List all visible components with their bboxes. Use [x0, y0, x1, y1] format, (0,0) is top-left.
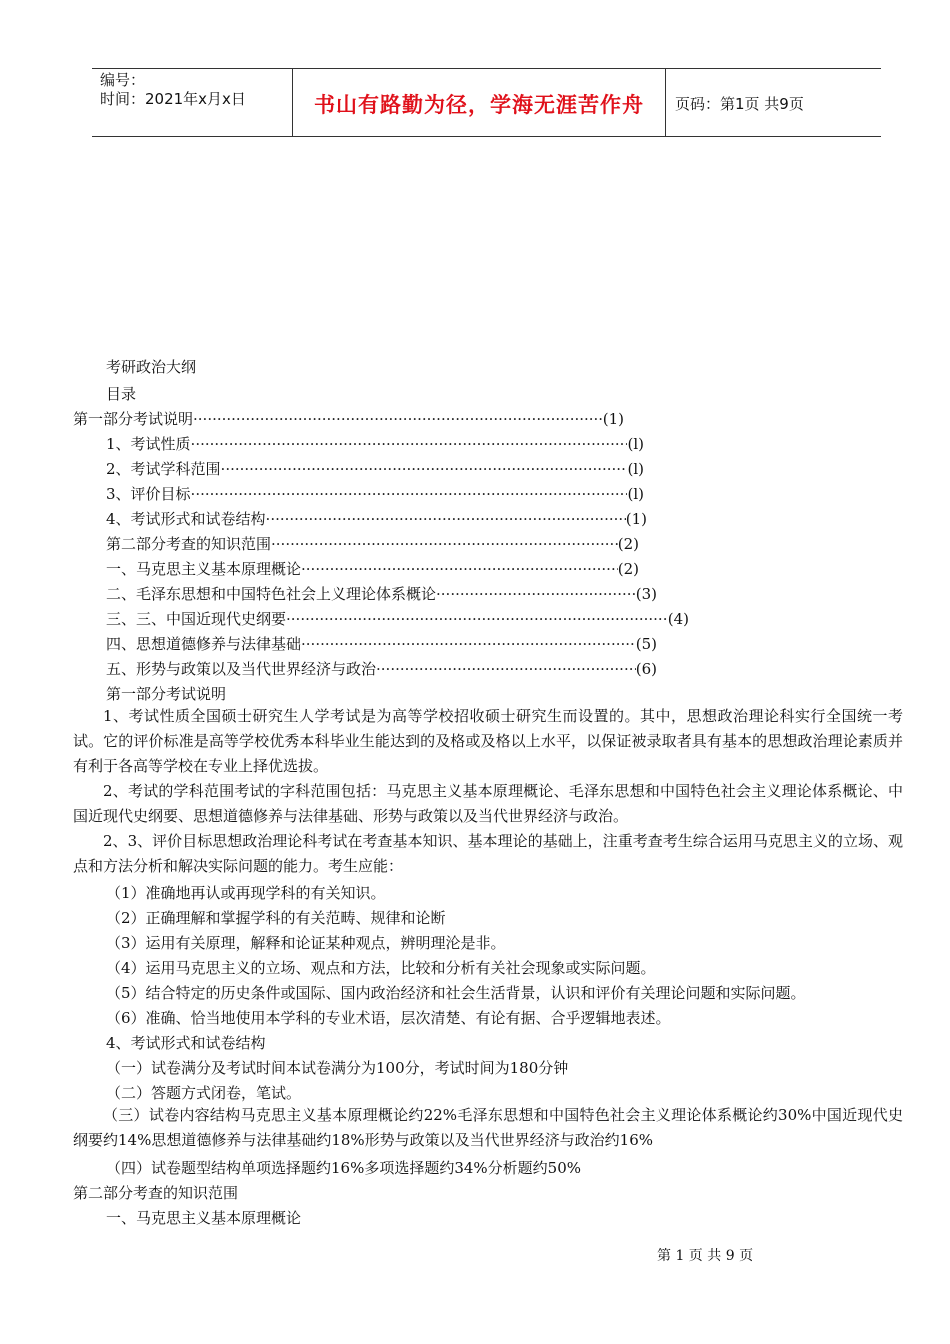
exam-format-item: （四）试卷题型结构单项选择题约16%多项选择题约34%分析题约50%	[106, 1159, 582, 1177]
header-motto: 书山有路勤为径，学海无涯苦作舟	[314, 93, 644, 117]
paragraph-evaluation-goal: 2、3、评价目标思想政治理论科考试在考查基本知识、基本理论的基础上，注重考查考生综合运用马克思主义的立场、观点和方法分析和解决实际问题的能力。考生应能：	[73, 832, 903, 875]
toc-entry-text: 三、三、中国近现代史纲要	[106, 610, 287, 628]
toc-leader	[286, 610, 668, 628]
toc-entry[interactable]	[106, 558, 639, 579]
toc-entry-text: 2、考试学科范围	[106, 460, 221, 478]
toc-entry-page: (5)	[635, 635, 657, 653]
toc-entry[interactable]	[106, 483, 644, 504]
header-meta	[100, 71, 246, 109]
exam-format-item: （二）答题方式闭卷，笔试。	[106, 1084, 302, 1102]
toc-entry[interactable]	[106, 533, 639, 554]
toc-entry-text: 4、考试形式和试卷结构	[106, 510, 266, 528]
toc-entry-text: 一、马克思主义基本原理概论	[106, 560, 302, 578]
subsection-heading: 一、马克思主义基本原理概论	[106, 1209, 302, 1227]
exam-format-item: （一）试卷满分及考试时间本试卷满分为100分，考试时间为180分钟	[106, 1059, 569, 1077]
section-heading: 第一部分考试说明	[106, 685, 227, 703]
doc-title: 考研政治大纲	[106, 358, 197, 376]
toc-heading: 目录	[106, 385, 137, 403]
toc-leader	[266, 510, 626, 528]
toc-entry[interactable]	[106, 608, 689, 629]
toc-entry-text: 第二部分考查的知识范围	[106, 535, 272, 553]
toc-leader	[271, 535, 618, 553]
toc-leader	[193, 410, 603, 428]
toc-entry-page: (l)	[627, 485, 644, 503]
toc-leader	[191, 485, 628, 503]
toc-entry-page: (3)	[635, 585, 657, 603]
toc-leader	[221, 460, 628, 478]
ability-item: （3）运用有关原理，解释和论证某种观点，辨明理沦是非。	[106, 934, 506, 952]
ability-item: （4）运用马克思主义的立场、观点和方法，比较和分析有关社会现象或实际问题。	[106, 959, 656, 977]
toc-entry[interactable]	[73, 408, 624, 429]
toc-entry-text: 1、考试性质	[106, 435, 191, 453]
header-divider	[665, 69, 666, 136]
page-footer: 第 1 页 共 9 页	[657, 1248, 754, 1264]
toc-entry[interactable]	[106, 433, 644, 454]
subsection-heading: 4、考试形式和试卷结构	[106, 1034, 266, 1052]
toc-leader	[301, 560, 618, 578]
toc-entry-page: (4)	[667, 610, 689, 628]
toc-entry-page: (1)	[625, 510, 647, 528]
toc-entry-page: (6)	[635, 660, 657, 678]
toc-entry-page: (2)	[617, 560, 639, 578]
section-heading: 第二部分考查的知识范围	[73, 1184, 239, 1202]
toc-entry-page: (l)	[627, 460, 644, 478]
toc-entry-text: 四、思想道德修养与法律基础	[106, 635, 302, 653]
toc-entry[interactable]	[106, 658, 657, 679]
ability-item: （1）准确地再认或再现学科的有关知识。	[106, 884, 386, 902]
page-header	[92, 68, 881, 137]
toc-entry-page: (2)	[617, 535, 639, 553]
exam-format-item: （三）试卷内容结构马克思主义基本原理概论约22%毛泽东思想和中国特色社会主义理论体系概论约30%中国近现代史纲要约14%思想道德修养与法律基础约18%形势与政策以及当代世界经济与政治约16%	[73, 1106, 903, 1149]
toc-leader	[376, 660, 636, 678]
paragraph-exam-scope: 2、考试的学科范围考试的字科范围包括：马克思主义基本原理概论、毛泽东思想和中国特色社会主义理论体系概论、中国近现代史纲要、思想道德修养与法律基础、形势与政策以及当代世界经济与政治。	[73, 782, 903, 825]
doc-number-label: 编号：	[100, 71, 146, 89]
toc-entry-text: 二、毛泽东思想和中国特色社会上义理论体系概论	[106, 585, 437, 603]
toc-entry[interactable]	[106, 458, 644, 479]
toc-entry[interactable]	[106, 583, 657, 604]
toc-entry-text: 第一部分考试说明	[73, 410, 194, 428]
ability-item: （6）准确、恰当地使用本学科的专业术语，层次清楚、有论有据、合乎逻辑地表述。	[106, 1009, 671, 1027]
doc-time-label: 时间：2021年x月x日	[100, 90, 246, 108]
paragraph-exam-nature: 1、考试性质全国硕士研究生人学考试是为高等学校招收硕士研究生而设置的。其中，思想政治理论科实行全国统一考试。它的评价标准是高等学校优秀本科毕业生能达到的及格或及格以上水平，以保证被录取者具有基本的思想政治理论素质并有利于各高等学校在专业上择优选拔。	[73, 707, 903, 775]
ability-item: （2）正确理解和掌握学科的有关范畴、规律和论断	[106, 909, 446, 927]
toc-entry-page: (l)	[627, 435, 644, 453]
toc-leader	[301, 635, 636, 653]
toc-entry-text: 五、形势与政策以及当代世界经济与政治	[106, 660, 377, 678]
toc-entry[interactable]	[106, 633, 657, 654]
ability-item: （5）结合特定的历史条件或国际、国内政治经济和社会生活背景，认识和评价有关理论问题和实际问题。	[106, 984, 806, 1002]
toc-entry[interactable]	[106, 508, 647, 529]
header-page-number: 页码：第1页 共9页	[675, 95, 804, 113]
toc-leader	[191, 435, 628, 453]
toc-leader	[436, 585, 636, 603]
toc-entry-text: 3、评价目标	[106, 485, 191, 503]
toc-entry-page: (1)	[602, 410, 624, 428]
